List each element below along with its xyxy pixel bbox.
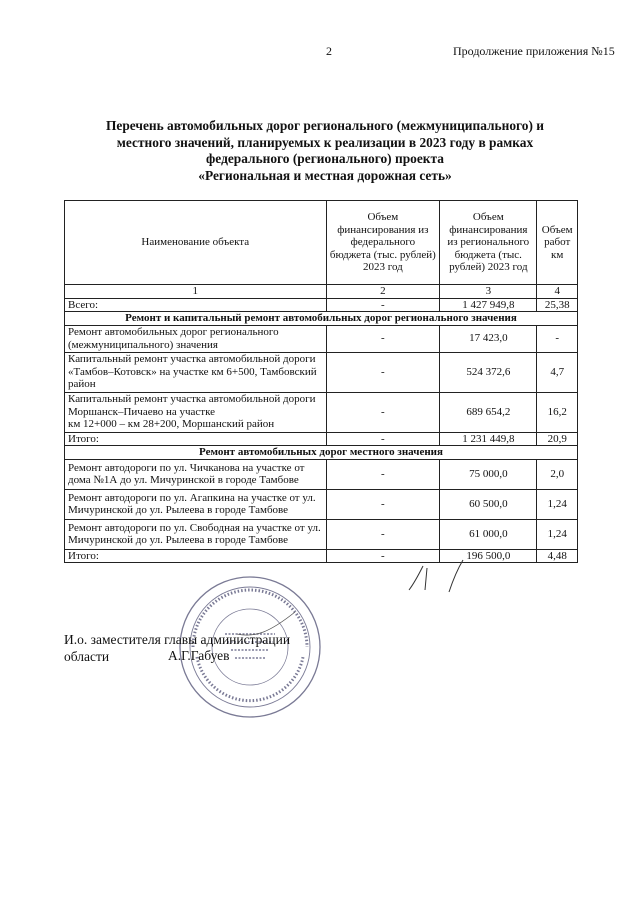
- subtotal-volume: 4,48: [537, 549, 578, 563]
- section-title: Ремонт и капитальный ремонт автомобильных дорог регионального значения: [65, 312, 578, 326]
- federal-value: -: [326, 459, 440, 489]
- handwritten-marks-icon: [405, 556, 475, 596]
- object-name-line: Капитальный ремонт участка автомобильной дороги: [68, 393, 316, 406]
- federal-value: -: [326, 325, 440, 352]
- signature-block: [64, 632, 290, 665]
- col-number: 2: [326, 285, 440, 299]
- table-row: [65, 352, 578, 392]
- total-federal: -: [326, 298, 440, 312]
- object-name-line: Моршанск–Пичаево на участке: [68, 405, 216, 418]
- total-volume: 25,38: [537, 298, 578, 312]
- object-name: Капитальный ремонт участка автомобильной дороги «Тамбов–Котовск» на участке км 6+500, Тамбовский район: [65, 352, 327, 392]
- page-number: 2: [326, 44, 332, 58]
- volume-value: 1,24: [537, 489, 578, 519]
- header-name: Наименование объекта: [65, 201, 327, 285]
- volume-value: -: [537, 325, 578, 352]
- section-regional-header: [65, 312, 578, 326]
- volume-value: 4,7: [537, 352, 578, 392]
- object-name-line: км 12+000 – км 28+200, Моршанский район: [68, 418, 275, 431]
- subtotal-federal: -: [326, 549, 440, 563]
- subtotal-label: Итого:: [65, 549, 327, 563]
- document-title: [60, 118, 590, 184]
- subtotal-regional: 1 231 449,8: [440, 432, 537, 446]
- table-row: [65, 519, 578, 549]
- federal-value: -: [326, 392, 440, 432]
- subtotal-row: [65, 432, 578, 446]
- section-local-header: [65, 446, 578, 460]
- col-number: 1: [65, 285, 327, 299]
- title-line: федерального (регионального) проекта: [206, 151, 444, 166]
- column-number-row: [65, 285, 578, 299]
- object-name: Ремонт автодороги по ул. Агапкина на участке от ул. Мичуринской до ул. Рылеева в городе Тамбове: [65, 489, 327, 519]
- object-name: Ремонт автодороги по ул. Чичканова на участке от дома №1А до ул. Мичуринской в городе Тамбове: [65, 459, 327, 489]
- title-line: «Региональная и местная дорожная сеть»: [198, 167, 452, 183]
- total-label: Всего:: [65, 298, 327, 312]
- object-name: [65, 392, 327, 432]
- regional-value: 524 372,6: [440, 352, 537, 392]
- federal-value: -: [326, 519, 440, 549]
- header-volume: Объем работ км: [537, 201, 578, 285]
- section-title: Ремонт автомобильных дорог местного значения: [65, 446, 578, 460]
- subtotal-row: [65, 549, 578, 563]
- subtotal-regional: 196 500,0: [440, 549, 537, 563]
- table-row: [65, 459, 578, 489]
- title-line: Перечень автомобильных дорог регионального (межмуниципального) и: [106, 118, 544, 133]
- appendix-note: Продолжение приложения №15: [453, 44, 615, 58]
- regional-value: 75 000,0: [440, 459, 537, 489]
- col-number: 4: [537, 285, 578, 299]
- col-number: 3: [440, 285, 537, 299]
- roads-table: [64, 200, 578, 563]
- object-name: Ремонт автомобильных дорог регионального (межмуниципального) значения: [65, 325, 327, 352]
- grand-total-row: [65, 298, 578, 312]
- table-header-row: [65, 201, 578, 285]
- regional-value: 689 654,2: [440, 392, 537, 432]
- table-row: [65, 325, 578, 352]
- object-name: Ремонт автодороги по ул. Свободная на участке от ул. Мичуринской до ул. Рылеева в городе Тамбове: [65, 519, 327, 549]
- total-regional: 1 427 949,8: [440, 298, 537, 312]
- title-line: местного значений, планируемых к реализации в 2023 году в рамках: [116, 134, 534, 150]
- signatory-position-region: области: [64, 648, 110, 664]
- header-regional: Объем финансирования из регионального бюджета (тыс. рублей) 2023 год: [440, 201, 537, 285]
- subtotal-federal: -: [326, 432, 440, 446]
- volume-value: 2,0: [537, 459, 578, 489]
- subtotal-volume: 20,9: [537, 432, 578, 446]
- table-row: [65, 392, 578, 432]
- subtotal-label: Итого:: [65, 432, 327, 446]
- volume-value: 1,24: [537, 519, 578, 549]
- federal-value: -: [326, 352, 440, 392]
- federal-value: -: [326, 489, 440, 519]
- table-row: [65, 489, 578, 519]
- regional-value: 61 000,0: [440, 519, 537, 549]
- signatory-position: И.о. заместителя главы администрации: [64, 632, 291, 647]
- volume-value: 16,2: [537, 392, 578, 432]
- regional-value: 17 423,0: [440, 325, 537, 352]
- signatory-name: А.Г.Габуев: [168, 648, 230, 663]
- header-federal: Объем финансирования из федерального бюджета (тыс. рублей) 2023 год: [326, 201, 440, 285]
- regional-value: 60 500,0: [440, 489, 537, 519]
